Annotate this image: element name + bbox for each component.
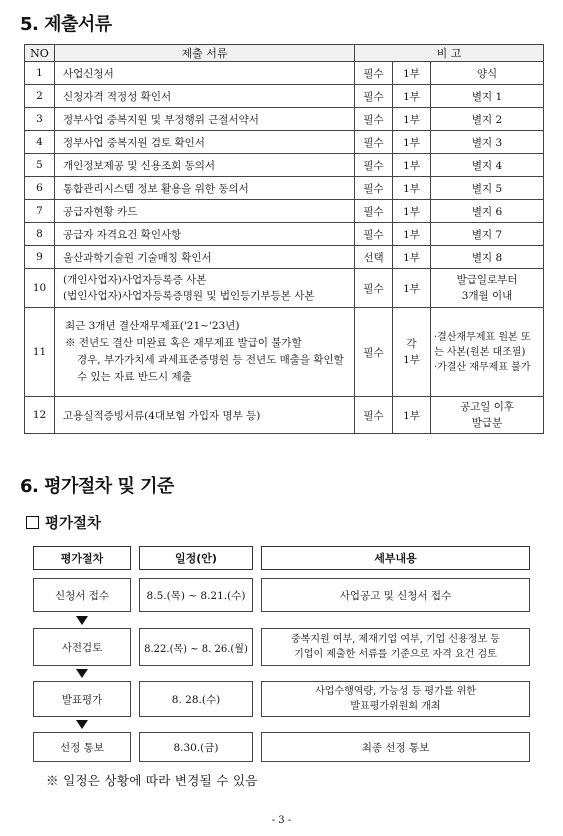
- row-doc-main: 최근 3개년 결산재무제표('21~'23년): [65, 320, 240, 333]
- row-note: 별지 1: [431, 85, 544, 108]
- row-qty: 1부: [393, 108, 431, 131]
- table-row: [25, 397, 544, 434]
- square-bullet-icon: [26, 516, 39, 529]
- row-note-b: ·가결산 재무제표 불가: [434, 361, 531, 373]
- row-req: 필수: [355, 177, 393, 200]
- flow-step: 발표평가: [33, 681, 131, 717]
- row-doc: 정부사업 중복지원 검토 확인서: [55, 131, 355, 154]
- row-no: 10: [25, 269, 55, 308]
- flow-detail: 사업공고 및 신청서 접수: [261, 578, 530, 612]
- row-doc: 공급자현황 카드: [55, 200, 355, 223]
- page-number: - 3 -: [271, 815, 292, 826]
- row-req: 필수: [355, 154, 393, 177]
- flow-header-detail: 세부내용: [261, 546, 530, 570]
- row-no: 2: [25, 85, 55, 108]
- section-5-title: 5. 제출서류: [20, 14, 112, 35]
- row-qty: 1부: [393, 131, 431, 154]
- row-note: [431, 308, 544, 397]
- row-no: 9: [25, 246, 55, 269]
- row-note: 별지 2: [431, 108, 544, 131]
- row-req: 필수: [355, 200, 393, 223]
- row-note: 공고일 이후 발급분: [431, 397, 544, 434]
- down-arrow-icon: [76, 616, 88, 625]
- subsection-title-text: 평가절차: [45, 516, 102, 532]
- row-doc: 고용실적증빙서류(4대보험 가입자 명부 등): [55, 397, 355, 434]
- row-no: 4: [25, 131, 55, 154]
- row-note: 양식: [431, 62, 544, 85]
- flow-detail: 중복지원 여부, 제재기업 여부, 기업 신용정보 등 기업이 제출한 서류를 기준으로 자격 요건 검토: [261, 628, 530, 666]
- row-qty: 1부: [393, 397, 431, 434]
- flow-detail: 사업수행역량, 가능성 등 평가를 위한 발표평가위원회 개최: [261, 681, 530, 717]
- row-doc: 사업신청서: [55, 62, 355, 85]
- row-note: 별지 7: [431, 223, 544, 246]
- row-note: 별지 8: [431, 246, 544, 269]
- flow-step: 선정 통보: [33, 732, 131, 762]
- row-no: 8: [25, 223, 55, 246]
- row-req: 필수: [355, 108, 393, 131]
- row-doc: (개인사업자)사업자등록증 사본 (법인사업자)사업자등록증명원 및 법인등기부등본 사본: [55, 269, 355, 308]
- row-note: 별지 4: [431, 154, 544, 177]
- row-no: 5: [25, 154, 55, 177]
- row-req: 필수: [355, 223, 393, 246]
- row-req: 필수: [355, 131, 393, 154]
- table-row: [25, 85, 544, 108]
- row-req: 선택: [355, 246, 393, 269]
- row-doc-star: ※ 전년도 결산 미완료 혹은 재무제표 발급이 불가할: [65, 337, 302, 350]
- row-note: 별지 6: [431, 200, 544, 223]
- row-doc: 정부사업 중복지원 및 부정행위 근절서약서: [55, 108, 355, 131]
- row-no: 3: [25, 108, 55, 131]
- schedule-footnote: ※ 일정은 상황에 따라 변경될 수 있음: [46, 773, 258, 788]
- row-qty: 1부: [393, 200, 431, 223]
- table-row: [25, 308, 544, 397]
- row-qty: 1부: [393, 246, 431, 269]
- flow-header-schedule: 일정(안): [139, 546, 253, 570]
- row-doc-cont: 경우, 부가가치세 과세표준증명원 등 전년도 매출을 확인할 수 있는 자료 반드시 제출: [77, 354, 344, 383]
- flow-step: 신청서 접수: [33, 578, 131, 612]
- table-row: [25, 223, 544, 246]
- down-arrow-icon: [76, 720, 88, 729]
- row-req: 필수: [355, 308, 393, 397]
- row-req: 필수: [355, 62, 393, 85]
- row-qty: 1부: [393, 223, 431, 246]
- row-qty: 1부: [393, 177, 431, 200]
- row-req: 필수: [355, 85, 393, 108]
- row-qty: 1부: [393, 154, 431, 177]
- header-remarks: 비 고: [355, 45, 544, 62]
- row-qty: 1부: [393, 62, 431, 85]
- table-row: [25, 269, 544, 308]
- row-note-a: ·결산재무제표 원본 또는 사본(원본 대조필): [434, 331, 531, 358]
- table-row: [25, 108, 544, 131]
- table-row: [25, 177, 544, 200]
- documents-table: [24, 44, 544, 434]
- header-no: NO: [25, 45, 55, 62]
- header-docs: 제출 서류: [55, 45, 355, 62]
- row-qty: 1부: [393, 85, 431, 108]
- table-row: [25, 246, 544, 269]
- row-no: 1: [25, 62, 55, 85]
- table-row: [25, 131, 544, 154]
- row-qty: 각 1부: [393, 308, 431, 397]
- row-doc: 울산과학기술원 기술매칭 확인서: [55, 246, 355, 269]
- table-row: [25, 62, 544, 85]
- flow-detail: 최종 선정 통보: [261, 732, 530, 762]
- row-doc: 통합관리시스템 정보 활용을 위한 동의서: [55, 177, 355, 200]
- flow-schedule: 8.5.(목) ~ 8.21.(수): [139, 578, 253, 612]
- flow-schedule: 8.22.(목) ~ 8. 26.(월): [139, 628, 253, 666]
- row-no: 11: [25, 308, 55, 397]
- down-arrow-icon: [76, 669, 88, 678]
- table-row: [25, 154, 544, 177]
- flow-header-step: 평가절차: [33, 546, 131, 570]
- row-note: 별지 5: [431, 177, 544, 200]
- row-doc: 신청자격 적정성 확인서: [55, 85, 355, 108]
- row-doc: [55, 308, 355, 397]
- subsection-title: [26, 512, 101, 533]
- table-row: [25, 200, 544, 223]
- row-doc: 공급자 자격요건 확인사항: [55, 223, 355, 246]
- row-note: 별지 3: [431, 131, 544, 154]
- section-6-title: 6. 평가절차 및 기준: [20, 476, 174, 497]
- row-no: 6: [25, 177, 55, 200]
- row-req: 필수: [355, 397, 393, 434]
- table-header-row: [25, 45, 544, 62]
- row-no: 12: [25, 397, 55, 434]
- row-qty: 1부: [393, 269, 431, 308]
- flow-schedule: 8.30.(금): [139, 732, 253, 762]
- row-no: 7: [25, 200, 55, 223]
- row-doc: 개인정보제공 및 신용조회 동의서: [55, 154, 355, 177]
- flow-step: 사전검토: [33, 628, 131, 666]
- row-note: 발급일로부터 3개월 이내: [431, 269, 544, 308]
- flow-schedule: 8. 28.(수): [139, 681, 253, 717]
- row-req: 필수: [355, 269, 393, 308]
